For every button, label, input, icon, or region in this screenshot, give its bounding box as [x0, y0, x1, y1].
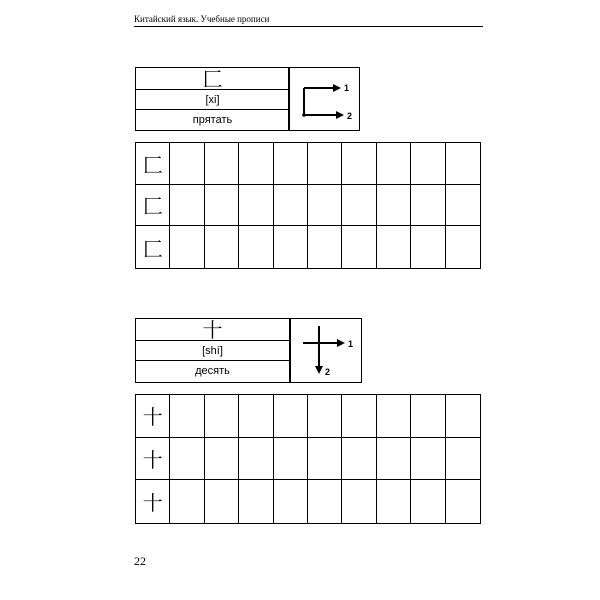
- practice-cell[interactable]: [170, 226, 204, 268]
- meaning-cell: десять: [195, 365, 230, 377]
- practice-cell[interactable]: [308, 395, 342, 438]
- practice-grid-shi: [135, 394, 481, 524]
- info-table-xi: [135, 67, 290, 131]
- practice-cell[interactable]: [170, 185, 204, 227]
- practice-cell[interactable]: [342, 185, 376, 227]
- practice-cell[interactable]: [308, 438, 342, 481]
- practice-cell[interactable]: [446, 395, 480, 438]
- practice-cell[interactable]: [342, 480, 376, 523]
- practice-cell[interactable]: [446, 226, 480, 268]
- practice-cell[interactable]: [205, 185, 239, 227]
- practice-cell[interactable]: [170, 438, 204, 481]
- practice-cell[interactable]: [205, 438, 239, 481]
- practice-cell[interactable]: [342, 143, 376, 185]
- practice-cell[interactable]: [446, 185, 480, 227]
- stroke-label-2: 2: [325, 367, 331, 377]
- practice-cell[interactable]: [239, 395, 273, 438]
- practice-cell-sample: 匚: [136, 185, 170, 227]
- stroke-label-2: 2: [347, 111, 353, 121]
- meaning-cell: прятать: [192, 113, 233, 126]
- practice-cell[interactable]: [274, 185, 308, 227]
- practice-grid-xi: [135, 142, 481, 269]
- practice-cell[interactable]: [411, 395, 445, 438]
- practice-cell[interactable]: [308, 143, 342, 185]
- stroke-order-box-xi: [288, 67, 360, 131]
- practice-cell[interactable]: [274, 438, 308, 481]
- stroke-label-1: 1: [344, 83, 350, 93]
- practice-cell[interactable]: [205, 480, 239, 523]
- practice-cell[interactable]: [239, 185, 273, 227]
- practice-cell[interactable]: [205, 143, 239, 185]
- practice-cell[interactable]: [274, 395, 308, 438]
- practice-cell[interactable]: [239, 143, 273, 185]
- practice-cell[interactable]: [411, 480, 445, 523]
- pinyin-cell: [shí]: [136, 341, 289, 361]
- practice-cell[interactable]: [446, 143, 480, 185]
- practice-cell-sample: 匚: [136, 226, 170, 268]
- stroke-label-1: 1: [348, 339, 354, 349]
- practice-cell[interactable]: [446, 438, 480, 481]
- practice-cell[interactable]: [170, 395, 204, 438]
- practice-cell[interactable]: [308, 185, 342, 227]
- practice-cell-sample: 十: [136, 480, 170, 523]
- practice-cell[interactable]: [170, 143, 204, 185]
- page-number: 22: [134, 554, 146, 568]
- practice-cell[interactable]: [377, 185, 411, 227]
- practice-cell[interactable]: [411, 226, 445, 268]
- practice-cell[interactable]: [239, 438, 273, 481]
- practice-cell[interactable]: [274, 480, 308, 523]
- practice-cell[interactable]: [411, 438, 445, 481]
- practice-cell[interactable]: [446, 480, 480, 523]
- practice-cell[interactable]: [377, 226, 411, 268]
- practice-cell[interactable]: [411, 185, 445, 227]
- practice-cell[interactable]: [239, 226, 273, 268]
- character-cell: 匚: [136, 68, 289, 90]
- practice-cell[interactable]: [377, 438, 411, 481]
- practice-cell[interactable]: [342, 226, 376, 268]
- practice-cell[interactable]: [274, 143, 308, 185]
- practice-cell-sample: 十: [136, 395, 170, 438]
- practice-cell[interactable]: [205, 226, 239, 268]
- header-rule: [134, 26, 483, 27]
- practice-cell-sample: 匚: [136, 143, 170, 185]
- practice-cell[interactable]: [170, 480, 204, 523]
- practice-cell[interactable]: [308, 226, 342, 268]
- pinyin-cell: [xi]: [136, 90, 289, 110]
- practice-cell[interactable]: [308, 480, 342, 523]
- info-table-shi: [135, 318, 290, 383]
- practice-cell[interactable]: [342, 438, 376, 481]
- page-header: Китайский язык. Учебные прописи: [134, 14, 270, 24]
- practice-cell-sample: 十: [136, 438, 170, 481]
- practice-cell[interactable]: [411, 143, 445, 185]
- practice-cell[interactable]: [377, 143, 411, 185]
- stroke-order-box-shi: [290, 318, 362, 383]
- practice-cell[interactable]: [205, 395, 239, 438]
- practice-cell[interactable]: [239, 480, 273, 523]
- character-cell: 十: [136, 319, 289, 341]
- practice-cell[interactable]: [274, 226, 308, 268]
- practice-cell[interactable]: [377, 395, 411, 438]
- practice-cell[interactable]: [342, 395, 376, 438]
- practice-cell[interactable]: [377, 480, 411, 523]
